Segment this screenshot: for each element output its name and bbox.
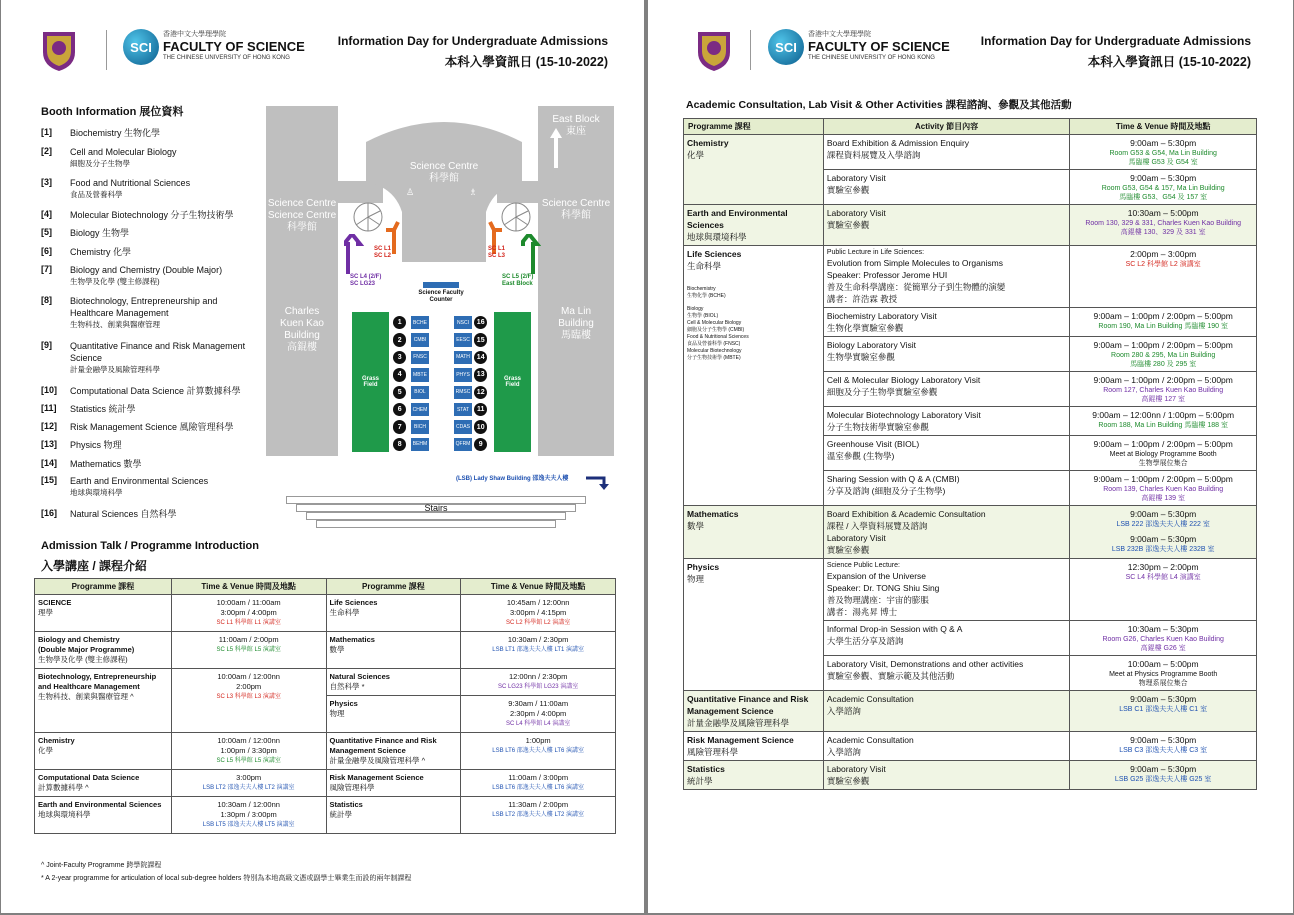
table-row: Mathematics 數學 Board Exhibition & Academic Consultation 課程 / 入學資料展覽及諮詢 Laboratory Visit 實驗室參觀 9:00am – 5:30pm LSB 222 邵逸夫夫人樓 222 室 9:00am – 5:30pm LSB 232B 邵逸夫夫人樓 232B 室 — [684, 506, 1257, 559]
faculty-name: FACULTY OF SCIENCE — [808, 39, 950, 54]
booth-number: [6] — [41, 246, 52, 256]
booth-number-marker: 16 — [474, 316, 487, 329]
booth-number: [14] — [41, 458, 58, 468]
programme-cell: Biology and Chemistry (Double Major Programme) 生物學及化學 (雙主修課程) — [35, 632, 172, 669]
lsb-label: (LSB) Lady Shaw Building 邵逸夫夫人樓 — [456, 476, 569, 482]
booth-code-marker: RMSC — [454, 386, 472, 399]
science-centre-label: Science Centre 科學館 — [409, 161, 479, 184]
programme-cell: Computational Data Science 計算數據科學 ^ — [35, 770, 172, 797]
booth-label: Earth and Environmental Sciences 地球與環境科學 — [70, 476, 209, 497]
booth-numbers-left — [393, 316, 411, 451]
up-arrow-icon — [550, 128, 562, 168]
east-block-label: East Block 東座 — [552, 114, 600, 137]
booth-label: Biochemistry 生物化學 — [70, 128, 161, 138]
booth-label: Food and Nutritional Sciences 食品及營養科學 — [70, 178, 191, 199]
col-programme: Programme 課程 — [684, 119, 824, 135]
sci-logo: SCI — [123, 29, 159, 65]
page-right — [648, 0, 1293, 913]
grass-field-left: Grass Field — [352, 312, 389, 452]
col-time-venue: Time & Venue 時間及地點 — [171, 579, 326, 595]
time-venue-cell: 11:00am / 2:00pm SC L5 科學館 L5 演講室 — [171, 632, 326, 669]
time-venue-cell: 10:45am / 12:00nn 3:00pm / 4:15pm SC L2 科學館 L2 演講室 — [461, 595, 616, 632]
sci-logo: SCI — [768, 29, 804, 65]
booth-number: [2] — [41, 146, 52, 156]
time-venue-cell: 10:00am / 12:00nn 2:00pm SC L3 科學館 L3 演講室 — [171, 669, 326, 733]
booth-number: [8] — [41, 295, 52, 305]
programme-cell: Natural Sciences 自然科學 * — [326, 669, 461, 696]
booth-number-marker: 12 — [474, 386, 487, 399]
booth-number: [4] — [41, 209, 52, 219]
table-row: Greenhouse Visit (BIOL) 溫室參觀 (生物學) 9:00am – 1:00pm / 2:00pm – 5:00pm Meet at Biology Programme Booth 生物學展位集合 — [684, 436, 1257, 471]
booth-number-marker: 10 — [474, 420, 487, 433]
programme-cell: Physics 物理 — [326, 696, 461, 733]
table-row: Life Sciences 生命科學 Biochemistry 生物化學 (BCHE) Biology 生物學 (BIOL) Cell & Molecular Biology 細胞及分子生物學 (CMBI) Food & Nutritional Sciences 食品及營養科學 (FNSC) Molecular Biotechnology 分子生物技術學 (MBTE) Public Lecture in Life Sciences: Evolution from Simple Molecules to Organisms Speaker: Professor Jerome HUI 普及生命科學講座：從簡單分子到生物體的演變 講者：許浩霖 教授 2:00pm – 3:00pm SC L2 科學館 L2 演講室 — [684, 246, 1257, 308]
booth-number-marker: 5 — [393, 386, 406, 399]
table-row: Quantitative Finance and Risk Management Science 計量金融學及風險管理科學 Academic Consultation 入學諮詢 9:00am – 5:30pm LSB C1 邵逸夫夫人樓 C1 室 — [684, 691, 1257, 732]
event-title-cn: 本科入學資訊日 (15-10-2022) — [444, 55, 608, 69]
time-venue-cell: 11:00am / 3:00pm LSB LT6 邵逸夫夫人樓 LT6 演講室 — [461, 770, 616, 797]
table-row: Sharing Session with Q & A (CMBI) 分享及諮詢 (細胞及分子生物學) 9:00am – 1:00pm / 2:00pm – 5:00pm Room 139, Charles Kuen Kao Building 高錕樓 139 室 — [684, 471, 1257, 506]
table-row — [35, 797, 616, 834]
event-title: Information Day for Undergraduate Admissions — [337, 34, 608, 48]
booth-numbers-right — [474, 316, 492, 451]
stair-spiral-icon — [352, 201, 384, 233]
sc-right-label: Science Centre 科學館 — [541, 198, 611, 221]
booth-code-marker: CMBI — [411, 333, 429, 346]
science-centre-shape — [354, 112, 534, 262]
time-venue-cell: 9:30am / 11:00am 2:30pm / 4:00pm SC L4 科學館 L4 演講室 — [461, 696, 616, 733]
booth-label: Mathematics 數學 — [70, 459, 142, 469]
purple-arrow-icon — [344, 234, 364, 274]
map-label: SC L1 SC L3 — [488, 246, 506, 259]
toilet-icon: ♗ — [469, 187, 478, 197]
booth-number: [12] — [41, 421, 58, 431]
booth-label: Risk Management Science 風險管理科學 — [70, 422, 234, 432]
col-time-venue: Time & Venue 時間及地點 — [461, 579, 616, 595]
table-row — [35, 632, 616, 669]
ckk-label: Charles Kuen Kao Building 高錕樓 — [280, 306, 324, 353]
table-row: Biochemistry Laboratory Visit 生物化學實驗室參觀 9:00am – 1:00pm / 2:00pm – 5:00pm Room 190, Ma Lin Building 馬臨樓 190 室 — [684, 308, 1257, 337]
table-row: Laboratory Visit, Demonstrations and other activities 實驗室參觀、實驗示範及其他活動 10:00am – 5:00pm Meet at Physics Programme Booth 物理系展位集合 — [684, 656, 1257, 691]
table-row: Molecular Biotechnology Laboratory Visit 分子生物技術學實驗室參觀 9:00am – 12:00nn / 1:00pm – 5:00pm Room 188, Ma Lin Building 馬臨樓 188 室 — [684, 407, 1257, 436]
booth-number-marker: 3 — [393, 351, 406, 364]
table-row: Earth and Environmental Sciences 地球與環境科學 Laboratory Visit 實驗室參觀 10:30am – 5:00pm Room 130, 329 & 331, Charles Kuen Kao Building 高錕樓 130、329 及 331 室 — [684, 205, 1257, 246]
time-venue-cell: 10:00am / 12:00nn 1:00pm / 3:30pm SC L5 科學館 L5 演講室 — [171, 733, 326, 770]
booth-label: Statistics 統計學 — [70, 404, 136, 414]
building-left — [266, 106, 338, 456]
grass-field-right: Grass Field — [494, 312, 531, 452]
booth-label: Natural Sciences 自然科學 — [70, 509, 177, 519]
map-label: SC L4 (2/F) SC LG23 — [350, 274, 382, 287]
time-venue-cell: 10:00am / 11:00am 3:00pm / 4:00pm SC L1 科學館 L1 演講室 — [171, 595, 326, 632]
programme-cell: Life Sciences 生命科學 — [326, 595, 461, 632]
booth-code-marker: BEHM — [411, 438, 429, 451]
booth-code-marker: BICH — [411, 420, 429, 433]
booth-number-marker: 8 — [393, 438, 406, 451]
booth-number: [9] — [41, 340, 52, 350]
green-arrow-icon — [521, 234, 541, 274]
cuhk-crest-icon — [694, 28, 734, 72]
talk-heading-cn: 入學講座 / 課程介紹 — [41, 559, 148, 573]
page-left — [1, 0, 644, 913]
col-activity: Activity 節目內容 — [823, 119, 1070, 135]
booth-code-marker: CHEM — [411, 403, 429, 416]
booth-code-marker: BCHE — [411, 316, 429, 329]
booth-label: Molecular Biotechnology 分子生物技術學 — [70, 210, 234, 220]
university-name: THE CHINESE UNIVERSITY OF HONG KONG — [808, 55, 935, 61]
activities-table — [683, 118, 1257, 790]
booth-label: Biology and Chemistry (Double Major) 生物學及化學 (雙主修課程) — [70, 265, 223, 286]
booth-number: [16] — [41, 508, 58, 518]
table-row — [35, 733, 616, 770]
booth-codes-right — [454, 316, 472, 451]
toilet-icon: ♙ — [406, 187, 415, 197]
booth-number: [1] — [41, 127, 52, 137]
table-row: Informal Drop-in Session with Q & A 大學生活分享及諮詢 10:30am – 5:30pm Room G26, Charles Kuen Kao Building 高錕樓 G26 室 — [684, 621, 1257, 656]
booth-number-marker: 7 — [393, 420, 406, 433]
booth-codes-left — [411, 316, 429, 451]
note-joint: ^ Joint-Faculty Programme 跨學院課程 — [41, 862, 162, 869]
page-header — [1, 24, 644, 74]
faculty-chinese: 香港中文大學理學院 — [163, 31, 226, 38]
booth-number: [15] — [41, 475, 58, 485]
table-row: Physics 物理 Science Public Lecture: Expansion of the Universe Speaker: Dr. TONG Shiu Sing 普及物理講座：宇宙的膨脹 講者：湯兆昇 博士 12:30pm – 2:00pm SC L4 科學館 L4 演講室 — [684, 559, 1257, 621]
programme-cell: SCIENCE 理學 — [35, 595, 172, 632]
booth-number-marker: 13 — [474, 368, 487, 381]
table-row — [35, 770, 616, 797]
counter-marker — [423, 282, 459, 288]
event-title-cn: 本科入學資訊日 (15-10-2022) — [1087, 55, 1251, 69]
faculty-name: FACULTY OF SCIENCE — [163, 39, 305, 54]
booth-code-marker: EESC — [454, 333, 472, 346]
time-venue-cell: 10:30am / 12:00nn 1:30pm / 3:00pm LSB LT5 邵逸夫夫人樓 LT5 演講室 — [171, 797, 326, 834]
programme-cell: Earth and Environmental Sciences 地球與環境科學 — [35, 797, 172, 834]
booth-number: [10] — [41, 385, 58, 395]
time-venue-cell: 1:00pm LSB LT6 邵逸夫夫人樓 LT6 演講室 — [461, 733, 616, 770]
programme-cell: Mathematics 數學 — [326, 632, 461, 669]
activities-heading: Academic Consultation, Lab Visit & Other Activities 課程諮詢、參觀及其他活動 — [686, 99, 1072, 111]
time-venue-cell: 3:00pm LSB LT2 邵逸夫夫人樓 LT2 演講室 — [171, 770, 326, 797]
programme-cell: Risk Management Science 風險管理科學 — [326, 770, 461, 797]
booth-code-marker: FNSC — [411, 351, 429, 364]
booth-number-marker: 11 — [474, 403, 487, 416]
booth-number-marker: 1 — [393, 316, 406, 329]
booth-code-marker: MBTE — [411, 368, 429, 381]
programme-cell: Statistics 統計學 — [326, 797, 461, 834]
programme-cell: Quantitative Finance and Risk Management Science 計量金融學及風險管理科學 ^ — [326, 733, 461, 770]
col-programme: Programme 課程 — [35, 579, 172, 595]
booth-number: [5] — [41, 227, 52, 237]
faculty-chinese: 香港中文大學理學院 — [808, 31, 871, 38]
stairs: Stairs — [286, 496, 586, 536]
booth-code-marker: MATH — [454, 351, 472, 364]
time-venue-cell: 11:30am / 2:00pm LSB LT2 邵逸夫夫人樓 LT2 演講室 — [461, 797, 616, 834]
page-header — [648, 24, 1293, 74]
col-programme: Programme 課程 — [326, 579, 461, 595]
booth-label: Biotechnology, Entrepreneurship and Healthcare Management 生物科技、創業與醫療管理 — [70, 296, 218, 329]
booth-label: Physics 物理 — [70, 440, 122, 450]
event-title: Information Day for Undergraduate Admissions — [980, 34, 1251, 48]
booth-heading: Booth Information 展位資料 — [41, 106, 184, 118]
table-row: Laboratory Visit 實驗室參觀 9:00am – 5:30pm Room G53, G54 & 157, Ma Lin Building 馬臨樓 G53、G54 及 157 室 — [684, 170, 1257, 205]
booth-code-marker: BIOL — [411, 386, 429, 399]
booth-label: Computational Data Science 計算數據科學 — [70, 386, 241, 396]
university-name: THE CHINESE UNIVERSITY OF HONG KONG — [163, 55, 290, 61]
time-venue-cell: 10:30am / 2:30pm LSB LT1 邵逸夫夫人樓 LT1 演講室 — [461, 632, 616, 669]
booth-code-marker: NSCI — [454, 316, 472, 329]
table-row: Cell & Molecular Biology Laboratory Visit 細胞及分子生物學實驗室參觀 9:00am – 1:00pm / 2:00pm – 5:00pm Room 127, Charles Kuen Kao Building 高錕樓 127 室 — [684, 372, 1257, 407]
booth-number: [3] — [41, 177, 52, 187]
booth-label: Quantitative Finance and Risk Management Science 計量金融學及風險管理科學 — [70, 341, 246, 374]
booth-number: [11] — [41, 403, 57, 413]
talk-table — [34, 578, 616, 834]
counter-label: Science Faculty Counter — [418, 290, 464, 303]
booth-number-marker: 2 — [393, 333, 406, 346]
booth-code-marker: QFRM — [454, 438, 472, 451]
col-time-venue: Time & Venue 時間及地點 — [1070, 119, 1257, 135]
table-row — [35, 595, 616, 632]
sc-left-label: Science Centre Science Centre 科學館 — [267, 198, 337, 233]
map-label: SC L1 SC L2 — [374, 246, 392, 259]
booth-number-marker: 6 — [393, 403, 406, 416]
table-row: Chemistry 化學 Board Exhibition & Admission Enquiry 課程資料展覽及入學諮詢 9:00am – 5:30pm Room G53 & G54, Ma Lin Building 馬臨樓 G53 及 G54 室 — [684, 135, 1257, 170]
table-row: Biology Laboratory Visit 生物學實驗室參觀 9:00am – 1:00pm / 2:00pm – 5:00pm Room 280 & 295, Ma Lin Building 馬臨樓 280 及 295 室 — [684, 337, 1257, 372]
map-label: SC L5 (2/F) East Block — [502, 274, 534, 287]
table-row: Statistics 統計學 Laboratory Visit 實驗室參觀 9:00am – 5:30pm LSB G25 邵逸夫夫人樓 G25 室 — [684, 761, 1257, 790]
booth-label: Biology 生物學 — [70, 228, 130, 238]
right-arrow-icon — [586, 474, 610, 490]
booth-label: Cell and Molecular Biology 細胞及分子生物學 — [70, 147, 177, 168]
booth-number-marker: 15 — [474, 333, 487, 346]
booth-number-marker: 14 — [474, 351, 487, 364]
floor-map — [266, 106, 614, 536]
booth-code-marker: CDAS — [454, 420, 472, 433]
table-row: Risk Management Science 風險管理科學 Academic Consultation 入學諮詢 9:00am – 5:30pm LSB C3 邵逸夫夫人樓 C3 室 — [684, 732, 1257, 761]
programme-cell: Chemistry 化學 — [35, 733, 172, 770]
table-row — [35, 669, 616, 696]
talk-heading: Admission Talk / Programme Introduction — [41, 540, 259, 552]
booth-number-marker: 9 — [474, 438, 487, 451]
booth-number: [7] — [41, 264, 52, 274]
booth-label: Chemistry 化學 — [70, 247, 132, 257]
cuhk-crest-icon — [39, 28, 79, 72]
booth-code-marker: PHYS — [454, 368, 472, 381]
booth-number-marker: 4 — [393, 368, 406, 381]
booth-code-marker: STAT — [454, 403, 472, 416]
booth-number: [13] — [41, 439, 58, 449]
note-two-year: * A 2-year programme for articulation of local sub-degree holders 特別為本地高級文憑或副學士畢業生而設的兩年制課程 — [41, 875, 412, 882]
malin-label: Ma Lin Building 馬臨樓 — [558, 306, 594, 341]
programme-cell: Biotechnology, Entrepreneurship and Healthcare Management 生物科技、創業與醫療管理 ^ — [35, 669, 172, 733]
time-venue-cell: 12:00nn / 2:30pm SC LG23 科學館 LG23 演講室 — [461, 669, 616, 696]
